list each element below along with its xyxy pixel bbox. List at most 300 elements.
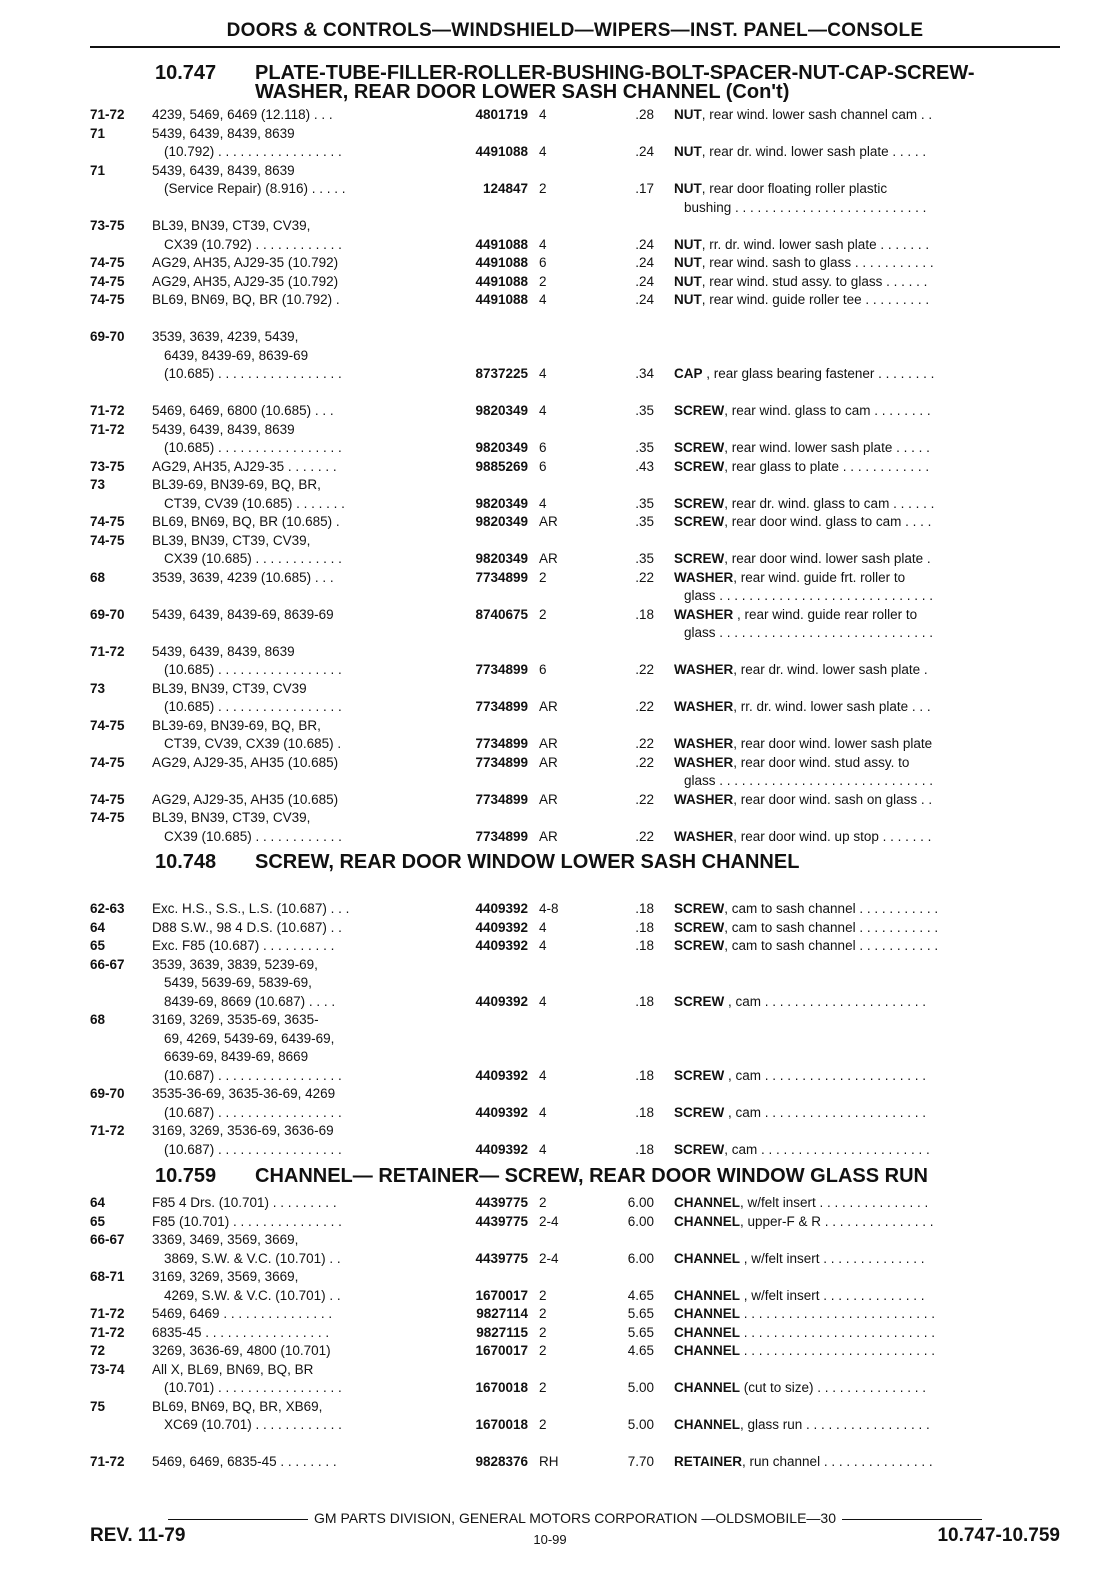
price-cell: .18 bbox=[635, 1104, 654, 1120]
table-row bbox=[90, 661, 1050, 680]
part-number-cell: 7734899 bbox=[475, 736, 528, 751]
table-row bbox=[90, 717, 1050, 736]
year-cell: 73-74 bbox=[90, 1361, 125, 1377]
part-description: , cam to sash channel . . . . . . . . . . . bbox=[724, 938, 939, 953]
part-name: NUT bbox=[674, 236, 702, 252]
description-cell bbox=[674, 365, 1050, 384]
price-cell: 6.00 bbox=[627, 1250, 654, 1266]
description-cell bbox=[674, 661, 1050, 680]
section-title-line1: PLATE-TUBE-FILLER-ROLLER-BUSHING-BOLT-SPACER-NUT-CAP-SCREW- bbox=[255, 62, 975, 84]
description-cell bbox=[674, 1287, 1050, 1306]
year-cell: 64 bbox=[90, 1195, 106, 1210]
table-row bbox=[90, 384, 1050, 403]
part-name: WASHER bbox=[674, 828, 734, 844]
part-number-cell: 4439775 bbox=[475, 1213, 528, 1229]
part-number-cell: 4409392 bbox=[475, 919, 528, 935]
part-name: CHANNEL bbox=[674, 1324, 740, 1340]
part-description: , rear wind. guide roller tee . . . . . . . . . bbox=[701, 292, 930, 307]
year-cell: 71-72 bbox=[90, 1306, 125, 1321]
part-number-cell: 7734899 bbox=[475, 828, 528, 844]
model-cell: (10.701) . . . . . . . . . . . . . . . . . bbox=[164, 1380, 342, 1395]
year-cell: 74-75 bbox=[90, 273, 125, 289]
page-header: DOORS & CONTROLS—WINDSHIELD—WIPERS—INST. PANEL—CONSOLE bbox=[90, 20, 1060, 48]
part-number-cell: 9820349 bbox=[475, 551, 528, 566]
part-number-cell: 4491088 bbox=[475, 273, 528, 289]
table-row bbox=[90, 439, 1050, 458]
part-name: SCREW bbox=[674, 514, 725, 529]
description-cell bbox=[684, 772, 1060, 791]
table-row bbox=[90, 1194, 1050, 1213]
description-cell bbox=[674, 495, 1050, 514]
model-cell: BL39-69, BN39-69, BQ, BR, bbox=[152, 717, 321, 733]
part-number-cell: 4409392 bbox=[475, 1067, 528, 1083]
year-cell: 71-72 bbox=[90, 1454, 125, 1469]
description-cell bbox=[674, 1250, 1050, 1269]
section-title-10-759 bbox=[155, 1167, 928, 1186]
table-row bbox=[90, 273, 1050, 292]
part-number-cell: 4439775 bbox=[475, 1195, 528, 1210]
model-cell: 3869, S.W. & V.C. (10.701) . . bbox=[164, 1250, 341, 1266]
part-description: (cut to size) . . . . . . . . . . . . . . . bbox=[740, 1380, 927, 1395]
year-cell: 74-75 bbox=[90, 532, 125, 548]
price-cell: 5.00 bbox=[627, 1380, 654, 1395]
quantity-cell: 6 bbox=[539, 458, 547, 474]
price-cell: 5.65 bbox=[627, 1324, 654, 1340]
description-cell bbox=[674, 106, 1050, 125]
price-cell: .24 bbox=[635, 292, 654, 307]
model-cell: AG29, AH35, AJ29-35 (10.792) bbox=[152, 255, 339, 270]
part-number-cell: 9820349 bbox=[475, 403, 528, 418]
quantity-cell: 2 bbox=[539, 1287, 547, 1303]
part-number-cell: 7734899 bbox=[475, 662, 528, 677]
description-cell bbox=[674, 698, 1050, 717]
part-number-cell: 4491088 bbox=[475, 236, 528, 252]
part-description: , run channel . . . . . . . . . . . . . . . bbox=[742, 1454, 933, 1469]
price-cell: .18 bbox=[635, 606, 654, 622]
description-cell bbox=[674, 1141, 1050, 1160]
price-cell: .18 bbox=[635, 901, 654, 916]
table-row bbox=[90, 937, 1050, 956]
table-row bbox=[90, 698, 1050, 717]
year-cell: 71-72 bbox=[90, 421, 125, 437]
year-cell: 74-75 bbox=[90, 514, 125, 529]
part-name: SCREW bbox=[674, 993, 725, 1009]
part-name: CAP bbox=[674, 366, 703, 381]
part-description: , rear door wind. glass to cam . . . . bbox=[724, 514, 932, 529]
revision-label: REV. 11-79 bbox=[90, 1525, 186, 1546]
table-row bbox=[90, 328, 1050, 347]
part-description: , rear glass bearing fastener . . . . . . . . bbox=[702, 366, 935, 381]
table-row bbox=[90, 1250, 1050, 1269]
table-row bbox=[90, 143, 1050, 162]
model-cell: All X, BL69, BN69, BQ, BR bbox=[152, 1361, 314, 1377]
price-cell: .35 bbox=[635, 440, 654, 455]
quantity-cell: 4 bbox=[539, 938, 547, 953]
quantity-cell: 2-4 bbox=[539, 1250, 559, 1266]
section-title-10-748 bbox=[155, 853, 799, 872]
quantity-cell: RH bbox=[539, 1454, 559, 1469]
quantity-cell: 2 bbox=[539, 1380, 547, 1395]
price-cell: 4.65 bbox=[627, 1287, 654, 1303]
year-cell: 71-72 bbox=[90, 403, 125, 418]
table-row bbox=[90, 956, 1050, 975]
price-cell: .24 bbox=[635, 144, 654, 159]
model-cell: 5439, 6439, 8439, 8639 bbox=[152, 643, 295, 659]
model-cell: 5439, 5639-69, 5839-69, bbox=[164, 975, 312, 990]
model-cell: CX39 (10.792) . . . . . . . . . . . . bbox=[164, 236, 342, 252]
part-description: , cam . . . . . . . . . . . . . . . . . . . . . . bbox=[724, 993, 927, 1009]
part-name: WASHER bbox=[674, 736, 734, 751]
part-description: , upper-F & R . . . . . . . . . . . . . . . bbox=[740, 1213, 934, 1229]
part-name: WASHER bbox=[674, 754, 734, 770]
section-number: 10.748 bbox=[155, 851, 217, 873]
description-cell bbox=[674, 180, 1050, 199]
model-cell: BL39-69, BN39-69, BQ, BR, bbox=[152, 477, 321, 492]
part-description: , rear door floating roller plastic bbox=[701, 181, 888, 196]
description-cell bbox=[674, 1342, 1050, 1361]
table-row bbox=[90, 106, 1050, 125]
quantity-cell: 4 bbox=[539, 1067, 547, 1083]
description-cell bbox=[674, 937, 1050, 956]
price-cell: .22 bbox=[635, 791, 654, 807]
part-description: glass . . . . . . . . . . . . . . . . . . . . . . . . . . . . . bbox=[684, 625, 934, 640]
table-row bbox=[90, 1048, 1050, 1067]
part-number-cell: 124847 bbox=[482, 181, 528, 196]
description-cell bbox=[674, 993, 1050, 1012]
part-name: WASHER bbox=[674, 662, 734, 677]
model-cell: CT39, CV39, CX39 (10.685) . bbox=[164, 736, 342, 751]
table-row bbox=[90, 1361, 1050, 1380]
part-name: SCREW bbox=[674, 919, 725, 935]
parts-table-10-748 bbox=[90, 900, 1050, 1159]
part-name: RETAINER bbox=[674, 1454, 743, 1469]
table-row bbox=[90, 993, 1050, 1012]
part-description: , rear door wind. stud assy. to bbox=[733, 754, 910, 770]
model-cell: 4239, 5469, 6469 (12.118) . . . bbox=[152, 107, 333, 122]
part-name: SCREW bbox=[674, 1104, 725, 1120]
year-cell: 74-75 bbox=[90, 810, 125, 825]
year-cell: 73 bbox=[90, 680, 106, 696]
year-cell: 73 bbox=[90, 477, 106, 492]
part-description: , rear door wind. lower sash plate bbox=[733, 736, 933, 751]
table-row bbox=[90, 735, 1050, 754]
quantity-cell: 4-8 bbox=[539, 901, 559, 916]
part-description: , rear wind. lower sash plate . . . . . bbox=[724, 440, 930, 455]
part-name: WASHER bbox=[674, 569, 734, 585]
part-number-cell: 9820349 bbox=[475, 440, 528, 455]
model-cell: BL69, BN69, BQ, BR (10.792) . bbox=[152, 292, 340, 307]
quantity-cell: AR bbox=[539, 514, 558, 529]
part-number-cell: 4409392 bbox=[475, 1104, 528, 1120]
part-name: CHANNEL bbox=[674, 1343, 740, 1358]
year-cell: 68 bbox=[90, 1012, 106, 1027]
part-name: WASHER bbox=[674, 699, 734, 714]
part-number-cell: 9820349 bbox=[475, 495, 528, 511]
page-number: 10-99 bbox=[533, 1532, 567, 1547]
table-row bbox=[90, 1231, 1050, 1250]
model-cell: BL39, BN39, CT39, CV39, bbox=[152, 218, 311, 233]
part-number-cell: 7734899 bbox=[475, 791, 528, 807]
description-cell bbox=[674, 254, 1050, 273]
part-name: CHANNEL bbox=[674, 1195, 740, 1210]
part-description: glass . . . . . . . . . . . . . . . . . . . . . . . . . . . . . bbox=[684, 588, 934, 603]
part-description: , w/felt insert . . . . . . . . . . . . . . bbox=[740, 1287, 925, 1303]
quantity-cell: 2 bbox=[539, 1343, 547, 1358]
table-row bbox=[90, 791, 1050, 810]
year-cell: 73-75 bbox=[90, 218, 125, 233]
part-name: NUT bbox=[674, 107, 702, 122]
part-description: , rear dr. wind. glass to cam . . . . . . bbox=[724, 495, 935, 511]
part-number-cell: 4491088 bbox=[475, 255, 528, 270]
table-row bbox=[90, 809, 1050, 828]
model-cell: (10.687) . . . . . . . . . . . . . . . . . bbox=[164, 1141, 342, 1157]
model-cell: 5469, 6469, 6835-45 . . . . . . . . bbox=[152, 1454, 337, 1469]
part-description: , w/felt insert . . . . . . . . . . . . . . . bbox=[740, 1195, 929, 1210]
part-name: NUT bbox=[674, 255, 702, 270]
model-cell: 6835-45 . . . . . . . . . . . . . . . . . bbox=[152, 1324, 330, 1340]
part-number-cell: 8737225 bbox=[475, 366, 528, 381]
quantity-cell: 4 bbox=[539, 366, 547, 381]
part-description: bushing . . . . . . . . . . . . . . . . . . . . . . . . . . bbox=[684, 199, 927, 215]
table-row bbox=[90, 1398, 1050, 1417]
table-row bbox=[90, 421, 1050, 440]
table-row bbox=[90, 1342, 1050, 1361]
part-description: , rear wind. lower sash channel cam . . bbox=[701, 107, 933, 122]
year-cell: 73-75 bbox=[90, 458, 125, 474]
quantity-cell: 4 bbox=[539, 993, 547, 1009]
part-description: , rr. dr. wind. lower sash plate . . . . . . . bbox=[701, 236, 930, 252]
year-cell: 65 bbox=[90, 1213, 106, 1229]
year-cell: 68-71 bbox=[90, 1269, 125, 1284]
quantity-cell: AR bbox=[539, 828, 558, 844]
model-cell: CX39 (10.685) . . . . . . . . . . . . bbox=[164, 551, 342, 566]
part-description: . . . . . . . . . . . . . . . . . . . . . . . . . . bbox=[740, 1306, 936, 1321]
quantity-cell: 4 bbox=[539, 403, 547, 418]
table-row bbox=[90, 1305, 1050, 1324]
part-number-cell: 1670018 bbox=[475, 1417, 528, 1432]
table-row bbox=[90, 1011, 1050, 1030]
price-cell: .22 bbox=[635, 828, 654, 844]
description-cell bbox=[674, 1213, 1050, 1232]
table-row bbox=[90, 310, 1050, 329]
year-cell: 74-75 bbox=[90, 754, 125, 770]
price-cell: .34 bbox=[635, 366, 654, 381]
quantity-cell: AR bbox=[539, 699, 558, 714]
table-row bbox=[90, 1379, 1050, 1398]
part-number-cell: 1670017 bbox=[475, 1287, 528, 1303]
footer-publisher: GM PARTS DIVISION, GENERAL MOTORS CORPORATION —OLDSMOBILE—30 bbox=[90, 1510, 1060, 1526]
quantity-cell: AR bbox=[539, 791, 558, 807]
part-description: , w/felt insert . . . . . . . . . . . . . . bbox=[740, 1250, 925, 1266]
table-row bbox=[90, 513, 1050, 532]
table-row bbox=[90, 974, 1050, 993]
part-description: , rear wind. sash to glass . . . . . . . . . . . bbox=[701, 255, 934, 270]
quantity-cell: 2-4 bbox=[539, 1213, 559, 1229]
part-number-cell: 7734899 bbox=[475, 754, 528, 770]
part-description: , rear dr. wind. lower sash plate . bbox=[733, 662, 928, 677]
section-title-line1: SCREW, REAR DOOR WINDOW LOWER SASH CHANNEL bbox=[255, 851, 800, 873]
quantity-cell: 2 bbox=[539, 1195, 547, 1210]
model-cell: 3169, 3269, 3535-69, 3635- bbox=[152, 1012, 319, 1027]
part-name: SCREW bbox=[674, 440, 725, 455]
model-cell: 3539, 3639, 4239 (10.685) . . . bbox=[152, 569, 334, 585]
year-cell: 69-70 bbox=[90, 606, 125, 622]
quantity-cell: 6 bbox=[539, 255, 547, 270]
part-name: NUT bbox=[674, 292, 702, 307]
model-cell: BL39, BN39, CT39, CV39 bbox=[152, 680, 307, 696]
price-cell: .24 bbox=[635, 236, 654, 252]
description-cell bbox=[674, 402, 1050, 421]
price-cell: 7.70 bbox=[627, 1454, 654, 1469]
table-row bbox=[90, 1268, 1050, 1287]
year-cell: 72 bbox=[90, 1343, 106, 1358]
part-number-cell: 4409392 bbox=[475, 938, 528, 953]
table-row bbox=[90, 402, 1050, 421]
description-cell bbox=[674, 606, 1050, 625]
table-row bbox=[90, 1453, 1050, 1472]
price-cell: 5.00 bbox=[627, 1417, 654, 1432]
table-row bbox=[90, 919, 1050, 938]
description-cell bbox=[674, 1104, 1050, 1123]
part-number-cell: 4439775 bbox=[475, 1250, 528, 1266]
table-row bbox=[90, 587, 1050, 606]
section-title-line1: CHANNEL— RETAINER— SCREW, REAR DOOR WINDOW GLASS RUN bbox=[255, 1165, 928, 1187]
description-cell bbox=[674, 1379, 1050, 1398]
part-description: . . . . . . . . . . . . . . . . . . . . . . . . . . bbox=[740, 1343, 936, 1358]
description-cell bbox=[674, 291, 1050, 310]
part-number-cell: 4491088 bbox=[475, 144, 528, 159]
table-row bbox=[90, 347, 1050, 366]
table-row bbox=[90, 532, 1050, 551]
model-cell: (10.685) . . . . . . . . . . . . . . . . . bbox=[164, 440, 342, 455]
year-cell: 64 bbox=[90, 919, 106, 935]
description-cell bbox=[674, 1194, 1050, 1213]
year-cell: 68 bbox=[90, 569, 106, 585]
year-cell: 74-75 bbox=[90, 791, 125, 807]
year-cell: 74-75 bbox=[90, 292, 125, 307]
part-description: , rear door wind. sash on glass . . bbox=[733, 791, 933, 807]
part-name: CHANNEL bbox=[674, 1213, 740, 1229]
part-description: , cam . . . . . . . . . . . . . . . . . . . . . . bbox=[724, 1067, 927, 1083]
part-name: SCREW bbox=[674, 901, 725, 916]
price-cell: .18 bbox=[635, 1067, 654, 1083]
model-cell: 5439, 6439, 8439, 8639 bbox=[152, 421, 295, 437]
price-cell: .22 bbox=[635, 662, 654, 677]
quantity-cell: 2 bbox=[539, 569, 547, 585]
table-row bbox=[90, 125, 1050, 144]
model-cell: 5439, 6439, 8439, 8639 bbox=[152, 125, 295, 141]
description-cell bbox=[674, 1324, 1050, 1343]
part-description: . . . . . . . . . . . . . . . . . . . . . . . . . . bbox=[740, 1324, 936, 1340]
price-cell: 6.00 bbox=[627, 1213, 654, 1229]
description-cell bbox=[674, 143, 1050, 162]
description-cell bbox=[674, 236, 1050, 255]
table-row bbox=[90, 643, 1050, 662]
quantity-cell: 4 bbox=[539, 107, 547, 122]
price-cell: .24 bbox=[635, 255, 654, 270]
table-row bbox=[90, 1416, 1050, 1435]
model-cell: 3539, 3639, 3839, 5239-69, bbox=[152, 956, 318, 972]
table-row bbox=[90, 199, 1050, 218]
table-row bbox=[90, 254, 1050, 273]
description-cell bbox=[684, 199, 1060, 218]
part-description: , cam to sash channel . . . . . . . . . . . bbox=[724, 901, 939, 916]
quantity-cell: 4 bbox=[539, 1104, 547, 1120]
table-row bbox=[90, 1104, 1050, 1123]
year-cell: 66-67 bbox=[90, 956, 125, 972]
year-cell: 71-72 bbox=[90, 1324, 125, 1340]
model-cell: F85 (10.701) . . . . . . . . . . . . . . . bbox=[152, 1213, 342, 1229]
section-number: 10.759 bbox=[155, 1165, 217, 1187]
price-cell: 6.00 bbox=[627, 1195, 654, 1210]
table-row bbox=[90, 1085, 1050, 1104]
price-cell: .28 bbox=[635, 107, 654, 122]
table-row bbox=[90, 1213, 1050, 1232]
model-cell: 6439, 8439-69, 8639-69 bbox=[164, 347, 309, 363]
part-number-cell: 9828376 bbox=[475, 1454, 528, 1469]
model-cell: 6639-69, 8439-69, 8669 bbox=[164, 1049, 309, 1064]
part-name: NUT bbox=[674, 273, 702, 289]
quantity-cell: 4 bbox=[539, 919, 547, 935]
year-cell: 75 bbox=[90, 1398, 106, 1414]
table-row bbox=[90, 772, 1050, 791]
model-cell: 5439, 6439, 8439, 8639 bbox=[152, 162, 295, 178]
table-row bbox=[90, 1067, 1050, 1086]
year-cell: 69-70 bbox=[90, 1086, 125, 1101]
part-number-cell: 4409392 bbox=[475, 901, 528, 916]
model-cell: D88 S.W., 98 4 D.S. (10.687) . . bbox=[152, 919, 342, 935]
model-cell: 3539, 3639, 4239, 5439, bbox=[152, 329, 299, 344]
part-description: , rr. dr. wind. lower sash plate . . . bbox=[733, 699, 931, 714]
table-row bbox=[90, 550, 1050, 569]
model-cell: (10.687) . . . . . . . . . . . . . . . . . bbox=[164, 1104, 342, 1120]
model-cell: (10.792) . . . . . . . . . . . . . . . . . bbox=[164, 144, 342, 159]
quantity-cell: 4 bbox=[539, 495, 547, 511]
price-cell: .17 bbox=[635, 181, 654, 196]
model-cell: 3369, 3469, 3569, 3669, bbox=[152, 1232, 299, 1247]
section-title-line2: WASHER, REAR DOOR LOWER SASH CHANNEL (Con't) bbox=[255, 81, 790, 103]
part-number-cell: 1670017 bbox=[475, 1343, 528, 1358]
price-cell: .22 bbox=[635, 736, 654, 751]
year-cell: 74-75 bbox=[90, 717, 125, 733]
table-row bbox=[90, 624, 1050, 643]
price-cell: .22 bbox=[635, 569, 654, 585]
quantity-cell: 4 bbox=[539, 292, 547, 307]
year-cell: 71 bbox=[90, 125, 106, 141]
model-cell: 3269, 3636-69, 4800 (10.701) bbox=[152, 1343, 331, 1358]
model-cell: CT39, CV39 (10.685) . . . . . . . bbox=[164, 495, 345, 511]
quantity-cell: 2 bbox=[539, 1417, 547, 1432]
table-row bbox=[90, 458, 1050, 477]
part-name: WASHER bbox=[674, 606, 734, 622]
model-cell: AG29, AJ29-35, AH35 (10.685) bbox=[152, 754, 339, 770]
model-cell: BL69, BN69, BQ, BR (10.685) . bbox=[152, 514, 340, 529]
quantity-cell: 4 bbox=[539, 144, 547, 159]
table-row bbox=[90, 1122, 1050, 1141]
year-cell: 65 bbox=[90, 938, 106, 953]
part-name: WASHER bbox=[674, 791, 734, 807]
part-name: SCREW bbox=[674, 458, 725, 474]
model-cell: 5469, 6469 . . . . . . . . . . . . . . . bbox=[152, 1306, 333, 1321]
model-cell: AG29, AH35, AJ29-35 (10.792) bbox=[152, 273, 339, 289]
year-cell: 71 bbox=[90, 162, 106, 178]
table-row bbox=[90, 828, 1050, 847]
model-cell: (10.685) . . . . . . . . . . . . . . . . . bbox=[164, 662, 342, 677]
model-cell: F85 4 Drs. (10.701) . . . . . . . . . bbox=[152, 1195, 337, 1210]
part-description: , cam . . . . . . . . . . . . . . . . . . . . . . . bbox=[724, 1141, 930, 1157]
table-row bbox=[90, 162, 1050, 181]
price-cell: .18 bbox=[635, 919, 654, 935]
